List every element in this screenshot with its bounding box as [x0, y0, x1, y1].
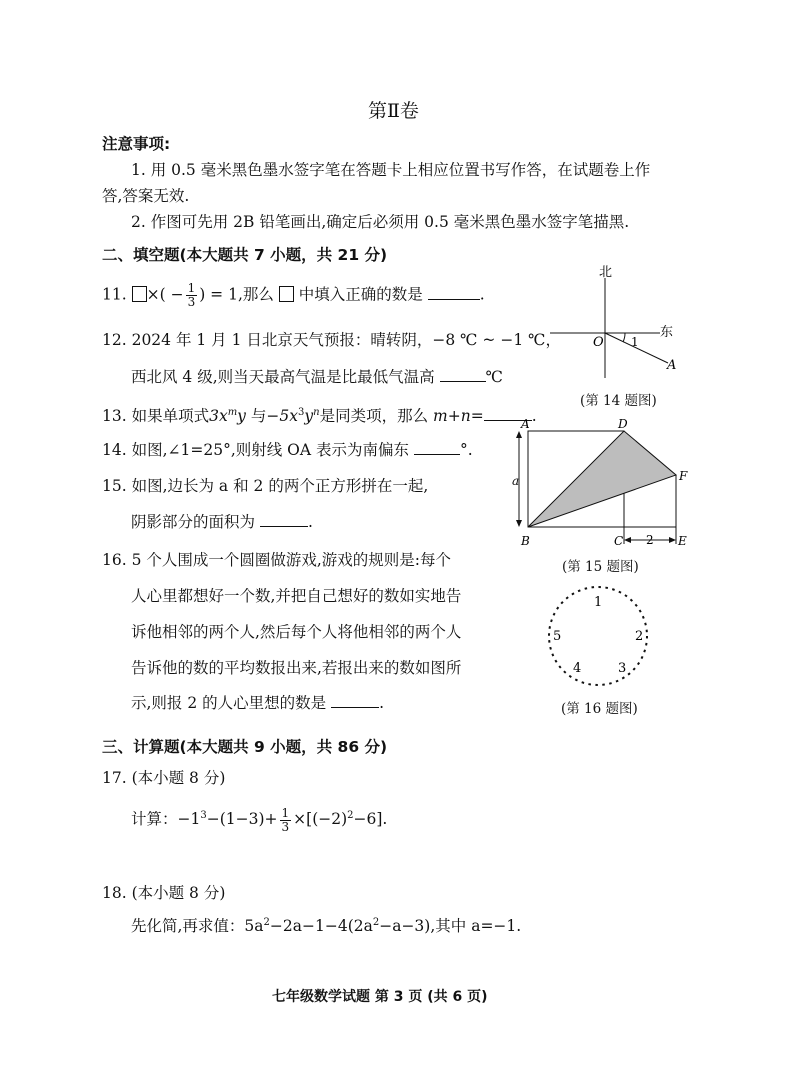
answer-box-icon — [279, 286, 294, 302]
point-F-label: F — [679, 469, 688, 483]
section-2-heading: 二、填空题(本大题共 7 小题，共 21 分) — [102, 246, 388, 264]
fraction: $\frac{1}{3}$ — [281, 805, 290, 834]
question-16-line-2: 人心里都想好一个数,并把自己想好的数如实地告 — [131, 587, 462, 605]
answer-blank-11[interactable] — [428, 285, 480, 300]
answer-blank-12[interactable] — [440, 367, 486, 382]
question-15-line-2: 阴影部分的面积为 . — [131, 513, 313, 531]
north-label: 北 — [599, 265, 613, 280]
angle-label: 1 — [631, 335, 639, 349]
question-13: 13. 如果单项式$3x^my$ 与$-5x^3y^n$是同类项，那么 m+n= . — [102, 407, 537, 426]
section-3-heading: 三、计算题(本大题共 9 小题，共 86 分) — [102, 738, 388, 756]
notice-item-2: 2. 作图可先用 2B 铅笔画出,确定后必须用 0.5 毫米黑色墨水签字笔描黑. — [131, 213, 630, 231]
point-E-label: E — [678, 534, 687, 548]
answer-box-icon — [132, 286, 147, 302]
question-14: 14. 如图,∠1=25°,则射线 OA 表示为南偏东 °. — [102, 441, 473, 459]
question-12-line-1: 12. 2024 年 1 月 1 日北京天气预报：晴转阴，−8 ℃ ~ −1 ℃， — [102, 331, 561, 349]
circle-number-5: 5 — [553, 629, 562, 644]
question-16-line-3: 诉他相邻的两个人,然后每个人将他相邻的两个人 — [131, 623, 462, 641]
ray-label: A — [667, 358, 677, 373]
question-17-heading: 17. (本小题 8 分) — [102, 769, 226, 787]
answer-blank-15[interactable] — [260, 512, 308, 527]
point-C-label: C — [614, 534, 624, 548]
figure-16-circle — [540, 582, 660, 692]
question-16-line-1: 16. 5 个人围成一个圆圈做游戏,游戏的规则是:每个 — [102, 551, 452, 569]
question-18-expression: 先化简,再求值：$5a^2-2a-1-4(2a^2-a-3)$,其中 a=−1. — [131, 917, 522, 936]
circle-number-2: 2 — [635, 629, 644, 644]
circle-number-4: 4 — [573, 661, 582, 676]
point-B-label: B — [521, 534, 530, 548]
side-a-label: a — [512, 474, 520, 488]
fraction: $\frac{1}{3}$ — [187, 281, 196, 309]
figure-16-caption: (第 16 题图) — [561, 701, 638, 717]
circle-number-3: 3 — [618, 661, 627, 676]
question-12-line-2: 西北风 4 级,则当天最高气温是比最低气温高 ℃ — [131, 368, 503, 386]
figure-15-caption: (第 15 题图) — [562, 559, 639, 575]
answer-blank-14[interactable] — [414, 440, 460, 455]
question-17-expression: 计算：$-1^3-(1-3)+$ $\frac{1}{3}$ $\times[(-2)^2-6]$. — [131, 805, 388, 834]
figure-15-squares — [510, 414, 700, 554]
answer-blank-16[interactable] — [331, 693, 379, 708]
figure-14-caption: (第 14 题图) — [580, 393, 657, 409]
notice-heading: 注意事项: — [102, 135, 171, 153]
question-11: 11. ×( − $\frac{1}{3}$ ) = 1,那么 中填入正确的数是 . — [102, 281, 485, 309]
notice-item-1-line-2: 答,答案无效. — [102, 187, 190, 205]
page-title: 第Ⅱ卷 — [368, 100, 419, 122]
figure-14-compass — [540, 260, 700, 380]
origin-label: O — [593, 335, 604, 350]
question-16-line-5: 示,则报 2 的人心里想的数是 . — [131, 694, 385, 712]
question-15-line-1: 15. 如图,边长为 a 和 2 的两个正方形拼在一起, — [102, 477, 429, 495]
question-16-line-4: 告诉他的数的平均数报出来,若报出来的数如图所 — [131, 659, 462, 677]
circle-number-1: 1 — [594, 595, 603, 610]
east-label: 东 — [660, 325, 674, 340]
side-2-label: 2 — [646, 533, 654, 547]
page-footer: 七年级数学试题 第 3 页 (共 6 页) — [272, 989, 488, 1005]
point-D-label: D — [618, 417, 628, 431]
point-A-label: A — [521, 417, 530, 431]
question-18-heading: 18. (本小题 8 分) — [102, 884, 226, 902]
notice-item-1-line-1: 1. 用 0.5 毫米黑色墨水签字笔在答题卡上相应位置书写作答，在试题卷上作 — [131, 161, 651, 179]
